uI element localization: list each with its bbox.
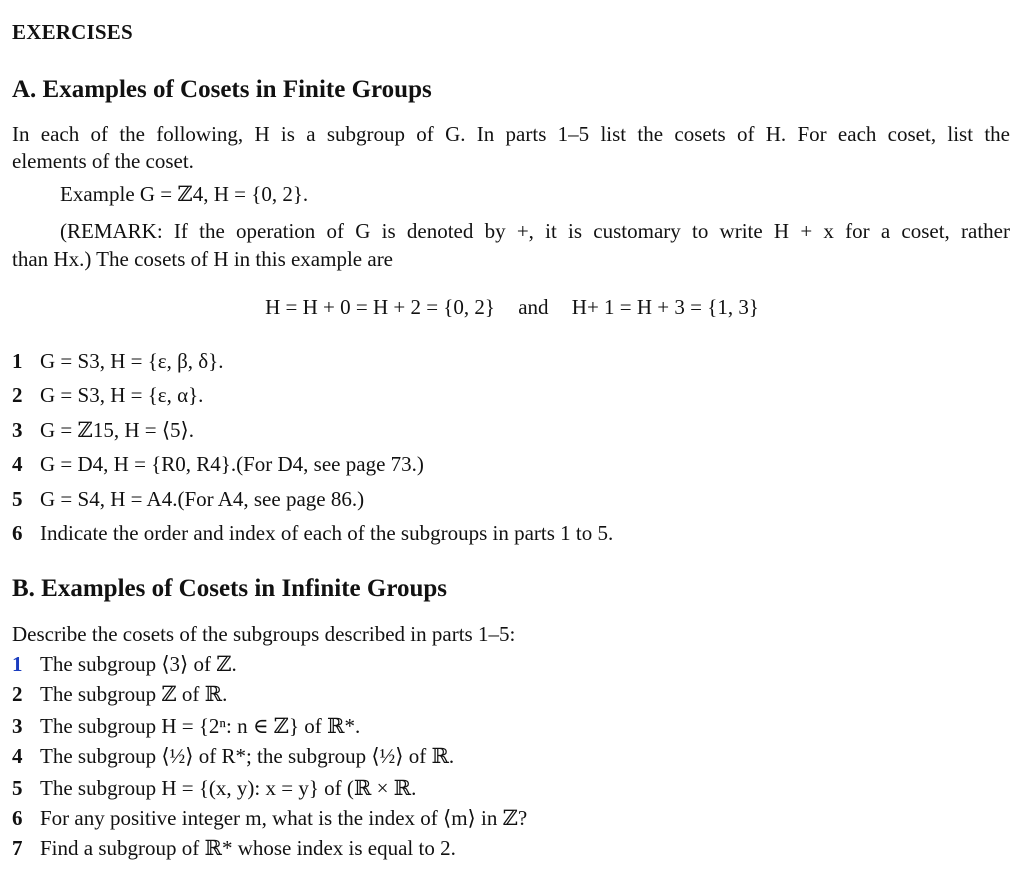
exercise-b-item	[12, 775, 416, 802]
item-text: The subgroup ℤ of ℝ.	[40, 682, 228, 706]
section-a-title: A. Examples of Cosets in Finite Groups	[12, 76, 432, 103]
item-text: Find a subgroup of ℝ* whose index is equal to 2.	[40, 836, 456, 860]
item-number: 2	[12, 682, 23, 706]
item-number-link[interactable]: 1	[12, 652, 23, 676]
item-text: For any positive integer m, what is the index of ⟨m⟩ in ℤ?	[40, 806, 528, 830]
item-text: G = S3, H = {ε, β, δ}.	[40, 349, 224, 373]
item-text: G = S4, H = A4.(For A4, see page 86.)	[40, 487, 365, 511]
exercise-a-item	[12, 382, 203, 409]
item-text: G = ℤ15, H = ⟨5⟩.	[40, 418, 194, 442]
item-number: 3	[12, 418, 23, 442]
section-a-intro-line1: In each of the following, H is a subgroup of G. In parts 1–5 list the cosets of H. For each coset, list the	[12, 122, 1010, 146]
exercise-a-item	[12, 520, 613, 547]
exercise-b-item	[12, 713, 360, 740]
item-text: The subgroup H = {(x, y): x = y} of (ℝ × ℝ.	[40, 776, 417, 800]
coset-equation	[12, 295, 1012, 320]
exercises-heading: EXERCISES	[12, 20, 133, 44]
section-b-title: B. Examples of Cosets in Infinite Groups	[12, 575, 448, 602]
item-number: 5	[12, 487, 23, 511]
item-number: 6	[12, 521, 23, 545]
section-b-intro: Describe the cosets of the subgroups described in parts 1–5:	[12, 622, 516, 646]
item-text: G = D4, H = {R0, R4}.(For D4, see page 73.)	[40, 452, 424, 476]
exercise-b-item	[12, 651, 237, 678]
example-line: Example G = ℤ4, H = {0, 2}.	[60, 182, 309, 206]
item-number: 7	[12, 836, 23, 860]
item-number: 6	[12, 806, 23, 830]
item-number: 5	[12, 776, 23, 800]
item-text: The subgroup ⟨½⟩ of R*; the subgroup ⟨½⟩ of ℝ.	[40, 744, 455, 768]
exercise-a-item	[12, 486, 364, 513]
remark-line2: than Hx.) The cosets of H in this example are	[12, 247, 394, 271]
section-a-intro-line2: elements of the coset.	[12, 149, 194, 173]
exercise-a-item	[12, 451, 424, 478]
item-text: The subgroup H = {2ⁿ: n ∈ ℤ} of ℝ*.	[40, 714, 361, 738]
remark-line1: (REMARK: If the operation of G is denoted by +, it is customary to write H + x for a coset, rather	[60, 219, 1010, 243]
exercise-b-item	[12, 743, 454, 770]
item-number: 4	[12, 452, 23, 476]
exercise-b-item	[12, 805, 527, 832]
item-number: 2	[12, 383, 23, 407]
equation-left: H = H + 0 = H + 2 = {0, 2}	[265, 295, 495, 319]
item-text: Indicate the order and index of each of the subgroups in parts 1 to 5.	[40, 521, 614, 545]
item-number: 1	[12, 349, 23, 373]
exercise-a-item	[12, 348, 224, 375]
item-text: The subgroup ⟨3⟩ of ℤ.	[40, 652, 237, 676]
exercise-a-item	[12, 417, 194, 444]
exercise-b-item	[12, 835, 456, 862]
item-number: 4	[12, 744, 23, 768]
exercise-b-item	[12, 681, 227, 708]
item-number: 3	[12, 714, 23, 738]
equation-and: and	[518, 295, 549, 319]
equation-right: H+ 1 = H + 3 = {1, 3}	[571, 295, 759, 319]
item-text: G = S3, H = {ε, α}.	[40, 383, 204, 407]
